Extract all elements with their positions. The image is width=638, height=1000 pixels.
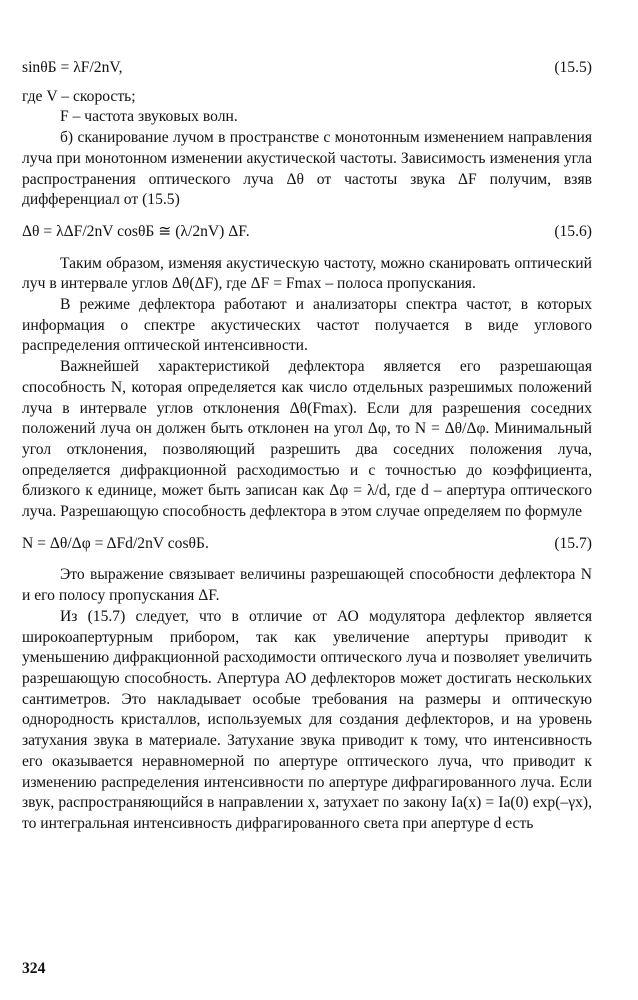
equation-formula: N = Δθ/Δφ = ΔFd/2nV cosθБ. xyxy=(22,534,209,552)
where-line-2: F – частота звуковых волн. xyxy=(60,108,238,126)
paragraph-analyzers: В режиме дефлектора работают и анализаторы спектра частот, в которых информация о спектре акустических частот получается в виде углового распределения оптической интенсивности. xyxy=(22,296,592,355)
page-number: 324 xyxy=(22,960,46,977)
equation-formula: sinθБ = λF/2nV, xyxy=(22,59,123,76)
paragraph-b: б) сканирование лучом в пространстве с монотонным изменением направления луча при монотонном изменении акустической частоты. Зависимость изменения угла распространения оптического луча Δθ от частоты звука ΔF получим, взяв дифференциал от (15.5) xyxy=(22,129,592,209)
equation-number: (15.6) xyxy=(554,222,592,240)
equation-formula: Δθ = λΔF/2nV cosθБ ≅ (λ/2nV) ΔF. xyxy=(22,222,250,240)
where-line-1: где V – скорость; xyxy=(22,87,136,105)
paragraph-scan: Таким образом, изменяя акустическую частоту, можно сканировать оптический луч в интервале углов Δθ(ΔF), где ΔF = Fmax – полоса пропускания. xyxy=(22,254,592,293)
equation-15-6 xyxy=(22,222,592,243)
equation-15-5 xyxy=(22,58,592,79)
equation-number: (15.5) xyxy=(554,59,592,76)
paragraph-resolution: Важнейшей характеристикой дефлектора является его разрешающая способность N, которая определяется как число отдельных разрешимых положений луча в интервале углов отклонения Δθ(Fmax). Если для разрешения соседних положений луча он должен быть отклонен на угол Δφ, то N = Δθ/Δφ. Минимальный угол отклонения, позволяющий разрешить два соседних положения луча, определяется дифракционной расходимостью и с точностью до коэффициента, близкого к единице, может быть записан как Δφ = λ/d, где d – апертура оптического луча. Разрешающую способность дефлектора в этом случае определяем по формуле xyxy=(22,358,592,521)
equation-15-7 xyxy=(22,534,592,555)
equation-number: (15.7) xyxy=(554,534,592,552)
page-body xyxy=(22,58,592,835)
paragraph-relates: Это выражение связывает величины разрешающей способности дефлектора N и его полосу пропускания ΔF. xyxy=(22,566,592,605)
paragraph-from: Из (15.7) следует, что в отличие от АО модулятора дефлектор является широкоапертурным прибором, так как увеличение апертуры приводит к уменьшению дифракционной расходимости оптического луча и позволяет увеличить разрешающую способность. Апертура АО дефлекторов может достигать нескольких сантиметров. Это накладывает особые требования на размеры и оптическую однородность кристаллов, используемых для создания дефлекторов, и на уровень затухания звука в материале. Затухание звука приводит к тому, что интенсивность его оказывается неравномерной по апертуре оптического луча, что приводит к изменению распределения интенсивности по апертуре дифрагированного луча. Если звук, распространяющийся в направлении x, затухает по закону Iа(x) = Iа(0) exp(–γx), то интегральная интенсивность дифрагированного света при апертуре d есть xyxy=(22,607,592,832)
